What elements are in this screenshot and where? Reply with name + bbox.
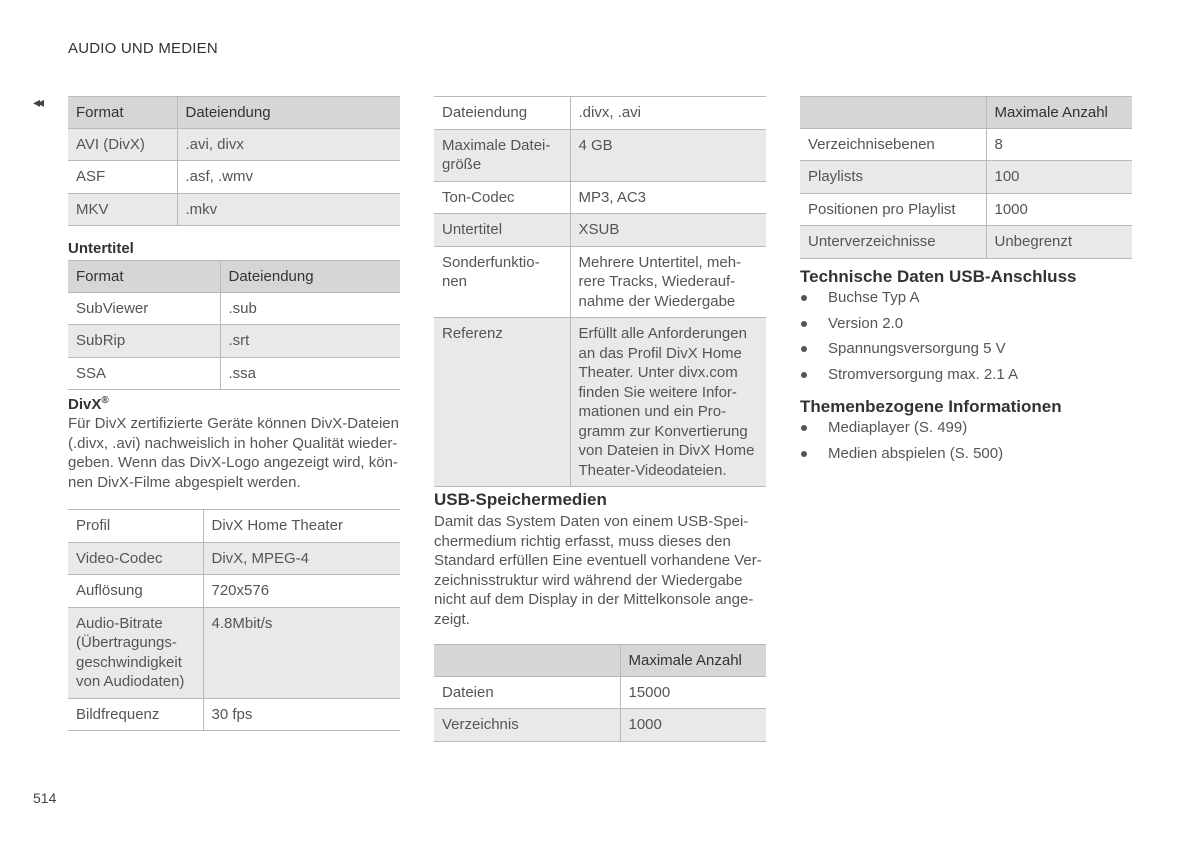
cell: Dateien xyxy=(434,676,620,709)
cell: 100 xyxy=(986,161,1132,194)
cell xyxy=(68,575,203,608)
cell-line: MP3, AC3 xyxy=(578,188,647,206)
related-heading: Themenbezogene Informationen xyxy=(800,397,1062,416)
text-line: nicht auf dem Display in der Mittelkonsole ange- xyxy=(434,591,754,608)
header-cell-empty xyxy=(434,645,620,677)
related-link[interactable]: Mediaplayer (S. 499) xyxy=(828,419,968,436)
table-header-row xyxy=(800,97,1132,129)
cell-line: 4 GB xyxy=(578,136,613,154)
table-row xyxy=(434,181,766,214)
cell xyxy=(570,246,766,318)
cell: .asf, .wmv xyxy=(177,161,400,194)
usb-limits-table xyxy=(434,644,766,742)
cell: 1000 xyxy=(620,709,766,742)
directory-limits-table xyxy=(800,96,1132,259)
cell: AVI (DivX) xyxy=(68,128,177,161)
table-row xyxy=(68,161,400,194)
bullet-icon xyxy=(801,346,807,352)
cell-line: gramm zur Konvertierung xyxy=(578,422,748,440)
text-line: Standard erfüllen Eine eventuell vorhandene Ver- xyxy=(434,552,762,569)
cell-line: rere Tracks, Wiederauf- xyxy=(578,273,736,290)
bullet-icon xyxy=(801,321,807,327)
cell xyxy=(203,575,400,608)
table-row xyxy=(68,128,400,161)
cell: SubViewer xyxy=(68,292,220,325)
cell-line: geschwindigkeit xyxy=(76,653,182,671)
cell xyxy=(570,318,766,487)
cell: MKV xyxy=(68,193,177,226)
cell xyxy=(203,698,400,731)
cell-line: Maximale Datei- xyxy=(442,136,551,154)
usb-paragraph xyxy=(434,512,774,629)
cell xyxy=(68,542,203,575)
header-cell: Dateiendung xyxy=(220,261,400,293)
cell xyxy=(570,97,766,130)
bullet-icon xyxy=(801,295,807,301)
list-item xyxy=(800,365,1130,391)
cell: SSA xyxy=(68,357,220,390)
page-header: AUDIO UND MEDIEN xyxy=(68,40,218,57)
cell-line: nahme der Wiedergabe xyxy=(578,292,736,310)
table-row xyxy=(800,128,1132,161)
table-row xyxy=(434,214,766,247)
header-cell-empty xyxy=(800,97,986,129)
table-row xyxy=(434,676,766,709)
cell-line: größe xyxy=(442,156,482,173)
list-item-text: Spannungsversorgung 5 V xyxy=(828,340,1006,357)
cell xyxy=(203,607,400,698)
cell: 1000 xyxy=(986,193,1132,226)
table-header-row xyxy=(434,645,766,677)
tech-heading: Technische Daten USB-Anschluss xyxy=(800,267,1077,286)
table-row xyxy=(800,226,1132,259)
text-line: chermedium richtig erfasst, muss dieses den xyxy=(434,532,731,550)
table-row xyxy=(68,698,400,731)
cell-line: XSUB xyxy=(578,221,620,238)
cell-line: DivX Home Theater xyxy=(211,517,343,534)
cell-line: nen xyxy=(442,273,468,290)
cell xyxy=(434,246,570,318)
cell-line: von Audiodaten) xyxy=(76,673,185,690)
table-row xyxy=(800,161,1132,194)
cell-line: Untertitel xyxy=(442,221,503,238)
text-line: zeigt. xyxy=(434,610,470,628)
cell: Unterverzeichnisse xyxy=(800,226,986,259)
bullet-icon xyxy=(801,372,807,378)
cell: .srt xyxy=(220,325,400,358)
usb-heading: USB-Speichermedien xyxy=(434,490,607,509)
subtitles-heading: Untertitel xyxy=(68,240,134,257)
formats-table xyxy=(68,96,400,226)
header-cell: Format xyxy=(68,97,177,129)
table-row xyxy=(68,575,400,608)
cell-line: Dateiendung xyxy=(442,104,528,121)
list-item-text: Stromversorgung max. 2.1 A xyxy=(828,365,1019,383)
list-item xyxy=(800,339,1130,365)
text-line: Damit das System Daten von einem USB-Spei- xyxy=(434,513,749,530)
table-row xyxy=(68,357,400,390)
cell xyxy=(68,698,203,731)
cell: .avi, divx xyxy=(177,128,400,161)
header-cell: Maximale Anzahl xyxy=(986,97,1132,129)
list-item-text: Version 2.0 xyxy=(828,314,904,332)
table-header-row xyxy=(68,261,400,293)
table-row xyxy=(68,193,400,226)
cell: Unbegrenzt xyxy=(986,226,1132,259)
table-row xyxy=(434,129,766,181)
text-line: (.divx, .avi) nachweislich in hoher Qualität wieder- xyxy=(68,434,398,452)
cell-line: 30 fps xyxy=(211,705,253,723)
cell-line: Auflösung xyxy=(76,582,143,599)
cell: Positionen pro Playlist xyxy=(800,193,986,226)
list-item xyxy=(800,314,1130,340)
cell xyxy=(570,181,766,214)
text-line: nen DivX-Filme abgespielt werden. xyxy=(68,473,301,491)
cell-line: Theater-Videodateien. xyxy=(578,461,727,479)
cell: 15000 xyxy=(620,676,766,709)
text-line: geben. Wenn das DivX-Logo angezeigt wird, kön- xyxy=(68,454,398,471)
cell: .mkv xyxy=(177,193,400,226)
table-row xyxy=(434,97,766,130)
cell: Verzeichnisebenen xyxy=(800,128,986,161)
cell-line: Referenz xyxy=(442,325,503,342)
table-row xyxy=(434,318,766,487)
cell: Playlists xyxy=(800,161,986,194)
divx-heading xyxy=(68,395,109,413)
table-row xyxy=(68,510,400,543)
cell-line: 720x576 xyxy=(211,582,270,599)
tech-list xyxy=(800,288,1130,390)
cell xyxy=(68,607,203,698)
cell-line: Ton-Codec xyxy=(442,188,515,206)
divx-heading-text: DivX xyxy=(68,396,102,413)
list-item[interactable] xyxy=(800,418,1130,444)
cell: SubRip xyxy=(68,325,220,358)
cell xyxy=(203,510,400,543)
cell xyxy=(434,214,570,247)
cell xyxy=(203,542,400,575)
list-item xyxy=(800,288,1130,314)
cell xyxy=(434,318,570,487)
cell-line: 4.8Mbit/s xyxy=(211,614,273,632)
cell: 8 xyxy=(986,128,1132,161)
cell-line: Bildfrequenz xyxy=(76,705,160,723)
cell xyxy=(434,129,570,181)
cell-line: .divx, .avi xyxy=(578,104,642,121)
list-item[interactable] xyxy=(800,444,1130,470)
cell-line: finden Sie weitere Infor- xyxy=(578,383,737,401)
list-item-text: Buchse Typ A xyxy=(828,289,920,306)
header-cell: Maximale Anzahl xyxy=(620,645,766,677)
cell-line: (Übertragungs- xyxy=(76,634,177,651)
text-line: Für DivX zertifizierte Geräte können DivX-Dateien xyxy=(68,415,399,432)
cell: .sub xyxy=(220,292,400,325)
bullet-icon xyxy=(801,451,807,457)
related-list xyxy=(800,418,1130,469)
cell-line: Erfüllt alle Anforderungen xyxy=(578,325,747,342)
table-row xyxy=(68,542,400,575)
table-row xyxy=(68,325,400,358)
back-chevrons-icon: ◂◂ xyxy=(33,94,42,110)
cell: Verzeichnis xyxy=(434,709,620,742)
cell xyxy=(570,214,766,247)
cell-line: Video-Codec xyxy=(76,549,163,567)
cell-line: an das Profil DivX Home xyxy=(578,344,742,362)
cell-line: DivX, MPEG-4 xyxy=(211,549,310,567)
divx-profile-table xyxy=(68,509,400,731)
table-header-row xyxy=(68,97,400,129)
page-number: 514 xyxy=(33,790,57,806)
cell-line: Audio-Bitrate xyxy=(76,614,163,632)
cell-line: Sonderfunktio- xyxy=(442,253,540,271)
cell: .ssa xyxy=(220,357,400,390)
cell xyxy=(434,97,570,130)
registered-mark: ® xyxy=(101,395,109,406)
bullet-icon xyxy=(801,425,807,431)
cell-line: Mehrere Untertitel, meh- xyxy=(578,253,742,271)
table-row xyxy=(434,709,766,742)
table-row xyxy=(800,193,1132,226)
divx-paragraph xyxy=(68,414,408,492)
header-cell: Dateiendung xyxy=(177,97,400,129)
cell-line: Profil xyxy=(76,517,111,534)
cell xyxy=(570,129,766,181)
table-row xyxy=(68,607,400,698)
cell-line: mationen und ein Pro- xyxy=(578,403,727,420)
subtitles-table xyxy=(68,260,400,390)
header-cell: Format xyxy=(68,261,220,293)
divx-details-table xyxy=(434,96,766,487)
cell xyxy=(68,510,203,543)
cell: ASF xyxy=(68,161,177,194)
text-line: zeichnisstruktur wird während der Wiedergabe xyxy=(434,571,743,589)
cell-line: Theater. Unter divx.com xyxy=(578,364,738,381)
table-row xyxy=(434,246,766,318)
table-row xyxy=(68,292,400,325)
cell xyxy=(434,181,570,214)
cell-line: von Dateien in DivX Home xyxy=(578,442,755,459)
related-link[interactable]: Medien abspielen (S. 500) xyxy=(828,444,1004,462)
